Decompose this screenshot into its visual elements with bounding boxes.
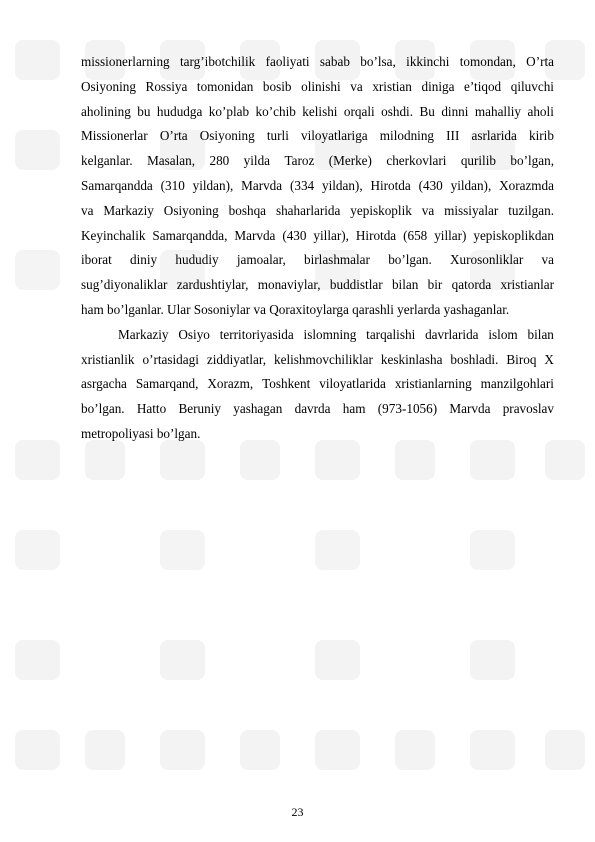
text-line: Osiyoning Rossiya tomonidan bosib olinishi va xristian diniga e’tiqod qiluvchi	[81, 78, 554, 94]
paragraph-2	[81, 323, 554, 447]
text-line: va Markaziy Osiyoning boshqa shaharlarida yepiskoplik va missiyalar tuzilgan.	[81, 202, 554, 218]
text-line: kelganlar. Masalan, 280 yilda Taroz (Merke) cherkovlari qurilib bo’lgan,	[81, 153, 554, 169]
text-line: asrgacha Samarqand, Xorazm, Toshkent viloyatlarida xristianlarning manzilgohlari	[81, 376, 554, 392]
text-line: ham bo’lganlar. Ular Sosoniylar va Qoraxitoylarga qarashli yerlarda yashaganlar.	[81, 301, 510, 317]
page-number: 23	[291, 805, 304, 819]
text-line: missionerlarning targ’ibotchilik faoliyati sabab bo’lsa, ikkinchi tomondan, O’rta	[81, 54, 554, 69]
text-line: Missionerlar O’rta Osiyoning turli viloyatlariga milodning III asrlarida kirib	[81, 128, 554, 144]
text-line: bo’lgan. Hatto Beruniy yashagan davrda ham (973-1056) Marvda pravoslav	[81, 401, 554, 417]
text-line: metropoliyasi bo’lgan.	[81, 425, 201, 441]
paragraph-1	[81, 50, 554, 323]
text-line: xristianlik o’rtasidagi ziddiyatlar, kelishmovchiliklar keskinlasha boshladi. Biroq X	[81, 351, 554, 367]
text-line: Keyinchalik Samarqandda, Marvda (430 yillar), Hirotda (658 yillar) yepiskoplikdan	[81, 227, 554, 243]
body-text	[81, 50, 554, 447]
text-line: iborat diniy hududiy jamoalar, birlashmalar bo’lgan. Xurosonliklar va	[81, 252, 554, 268]
text-line: Samarqandda (310 yildan), Marvda (334 yildan), Hirotda (430 yildan), Xorazmda	[81, 177, 554, 193]
text-line: sug’diyonaliklar zardushtiylar, monaviylar, buddistlar bilan bir qatorda xristianlar	[81, 277, 554, 293]
text-line: Markaziy Osiyo territoriyasida islomning tarqalishi davrlarida islom bilan	[118, 326, 554, 342]
text-line: aholining bu hududga ko’plab ko’chib kelishi orqali oshdi. Bu dinni mahalliy aholi	[81, 103, 554, 119]
